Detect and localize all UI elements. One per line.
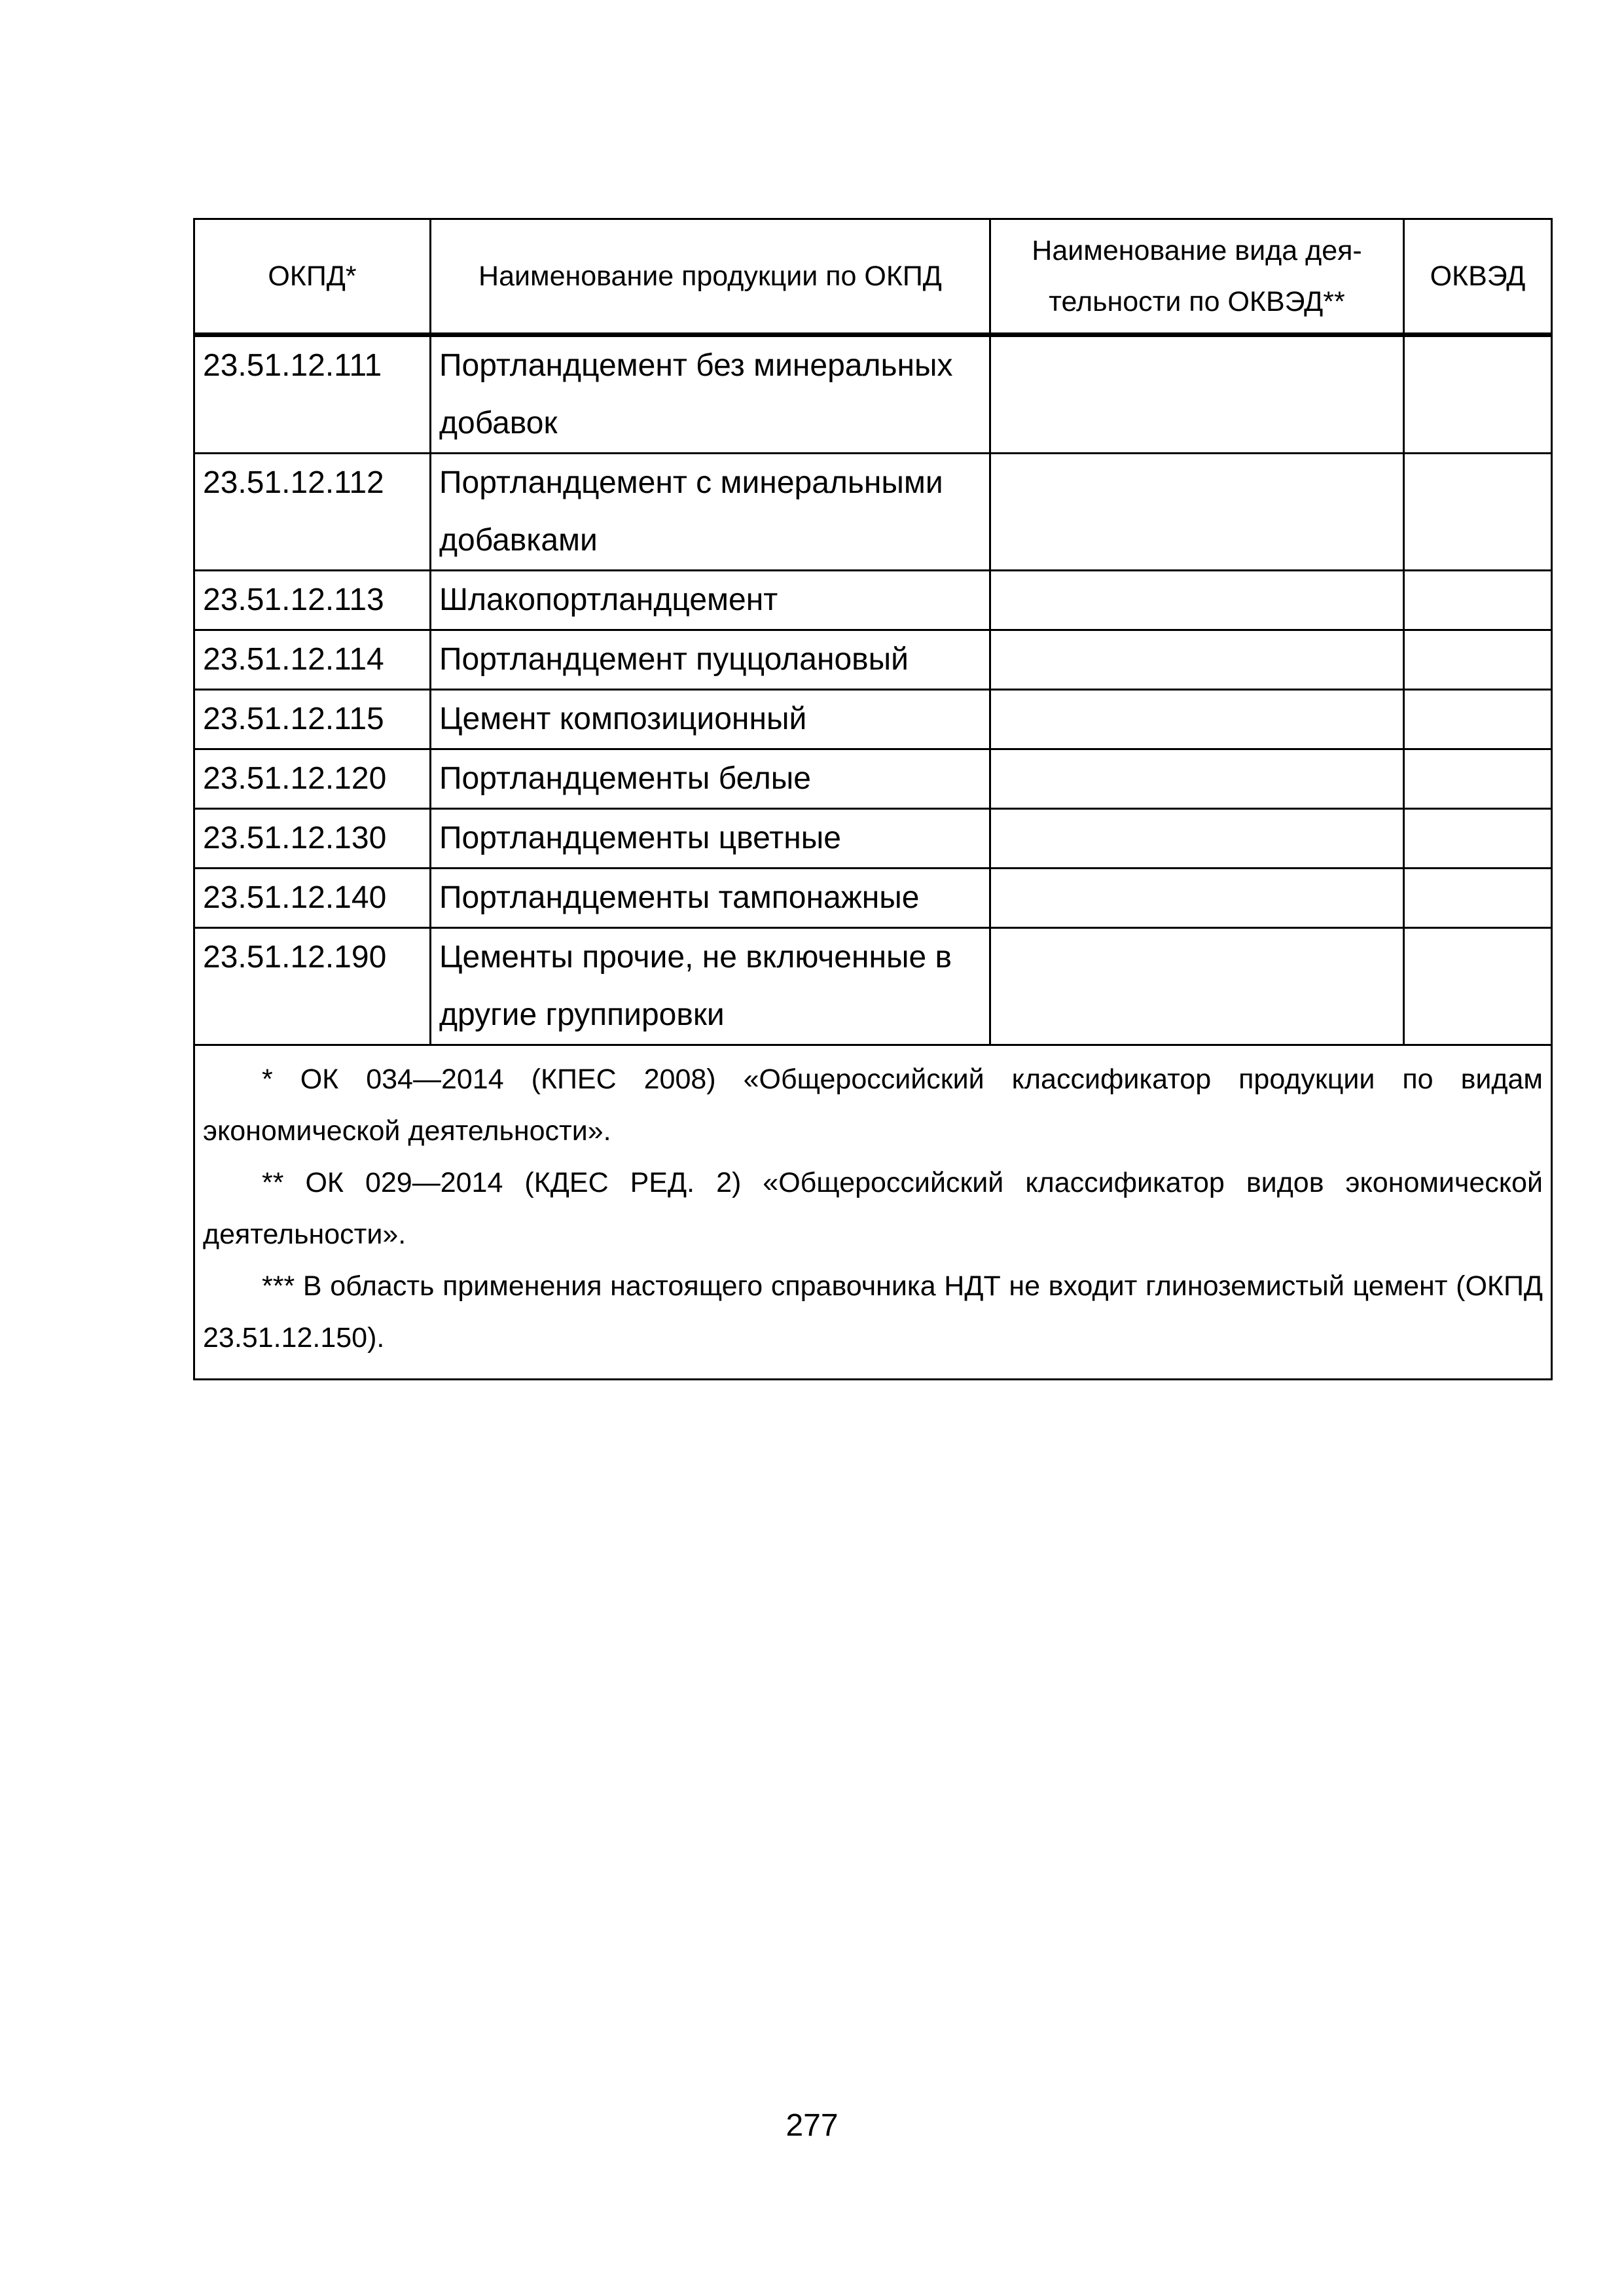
okpd-code-cell: 23.51.12.113 — [194, 571, 431, 630]
table-header-row — [194, 219, 1552, 335]
product-name-cell: Цемент композиционный — [431, 690, 990, 749]
table-row — [194, 571, 1552, 630]
table-row — [194, 690, 1552, 749]
product-name-cell: Портландцемент с минеральными добавками — [431, 454, 990, 571]
okved-cell — [1404, 749, 1552, 809]
footnote-scope: *** В область применения настоящего справочника НДТ не входит глиноземистый цемент (ОКПД 23.51.12.150). — [203, 1270, 1543, 1354]
header-okved: ОКВЭД — [1404, 219, 1552, 335]
activity-cell — [990, 809, 1404, 869]
product-name-cell: Шлакопортландцемент — [431, 571, 990, 630]
okved-cell — [1404, 630, 1552, 690]
okpd-code-cell: 23.51.12.115 — [194, 690, 431, 749]
footnote-okved: ** ОК 029—2014 (КДЕС РЕД. 2) «Общероссийский классификатор видов экономической деятельности». — [203, 1167, 1543, 1250]
okved-cell — [1404, 869, 1552, 928]
header-okpd: ОКПД* — [194, 219, 431, 335]
okpd-code-cell: 23.51.12.114 — [194, 630, 431, 690]
page-number: 277 — [785, 2108, 839, 2143]
activity-cell — [990, 454, 1404, 571]
activity-cell — [990, 928, 1404, 1045]
activity-cell — [990, 571, 1404, 630]
activity-cell — [990, 749, 1404, 809]
activity-cell — [990, 335, 1404, 454]
okved-cell — [1404, 335, 1552, 454]
okpd-code-cell: 23.51.12.140 — [194, 869, 431, 928]
okpd-code-cell: 23.51.12.120 — [194, 749, 431, 809]
activity-cell — [990, 690, 1404, 749]
okved-cell — [1404, 454, 1552, 571]
okpd-code-cell: 23.51.12.130 — [194, 809, 431, 869]
okpd-code-cell: 23.51.12.190 — [194, 928, 431, 1045]
table-notes-row — [194, 1045, 1552, 1380]
table-row — [194, 454, 1552, 571]
product-name-cell: Портландцементы тампонажные — [431, 869, 990, 928]
product-name-cell: Портландцемент пуццолановый — [431, 630, 990, 690]
okved-cell — [1404, 809, 1552, 869]
table-row — [194, 335, 1552, 454]
table-row — [194, 630, 1552, 690]
activity-cell — [990, 630, 1404, 690]
table-row — [194, 749, 1552, 809]
header-activity-name: Наименование вида дея-тельности по ОКВЭД** — [990, 219, 1404, 335]
okved-cell — [1404, 690, 1552, 749]
table-row — [194, 928, 1552, 1045]
okved-cell — [1404, 571, 1552, 630]
product-name-cell: Цементы прочие, не включенные в другие группировки — [431, 928, 990, 1045]
product-name-cell: Портландцементы белые — [431, 749, 990, 809]
table-row — [194, 809, 1552, 869]
classification-table — [193, 218, 1553, 1380]
table-row — [194, 869, 1552, 928]
product-name-cell: Портландцементы цветные — [431, 809, 990, 869]
activity-cell — [990, 869, 1404, 928]
okpd-code-cell: 23.51.12.112 — [194, 454, 431, 571]
okpd-code-cell: 23.51.12.111 — [194, 335, 431, 454]
product-name-cell: Портландцемент без минеральных добавок — [431, 335, 990, 454]
table-notes — [194, 1045, 1552, 1380]
header-product-name: Наименование продукции по ОКПД — [431, 219, 990, 335]
okved-cell — [1404, 928, 1552, 1045]
footnote-okpd: * ОК 034—2014 (КПЕС 2008) «Общероссийский классификатор продукции по видам экономической деятельности». — [203, 1064, 1543, 1147]
